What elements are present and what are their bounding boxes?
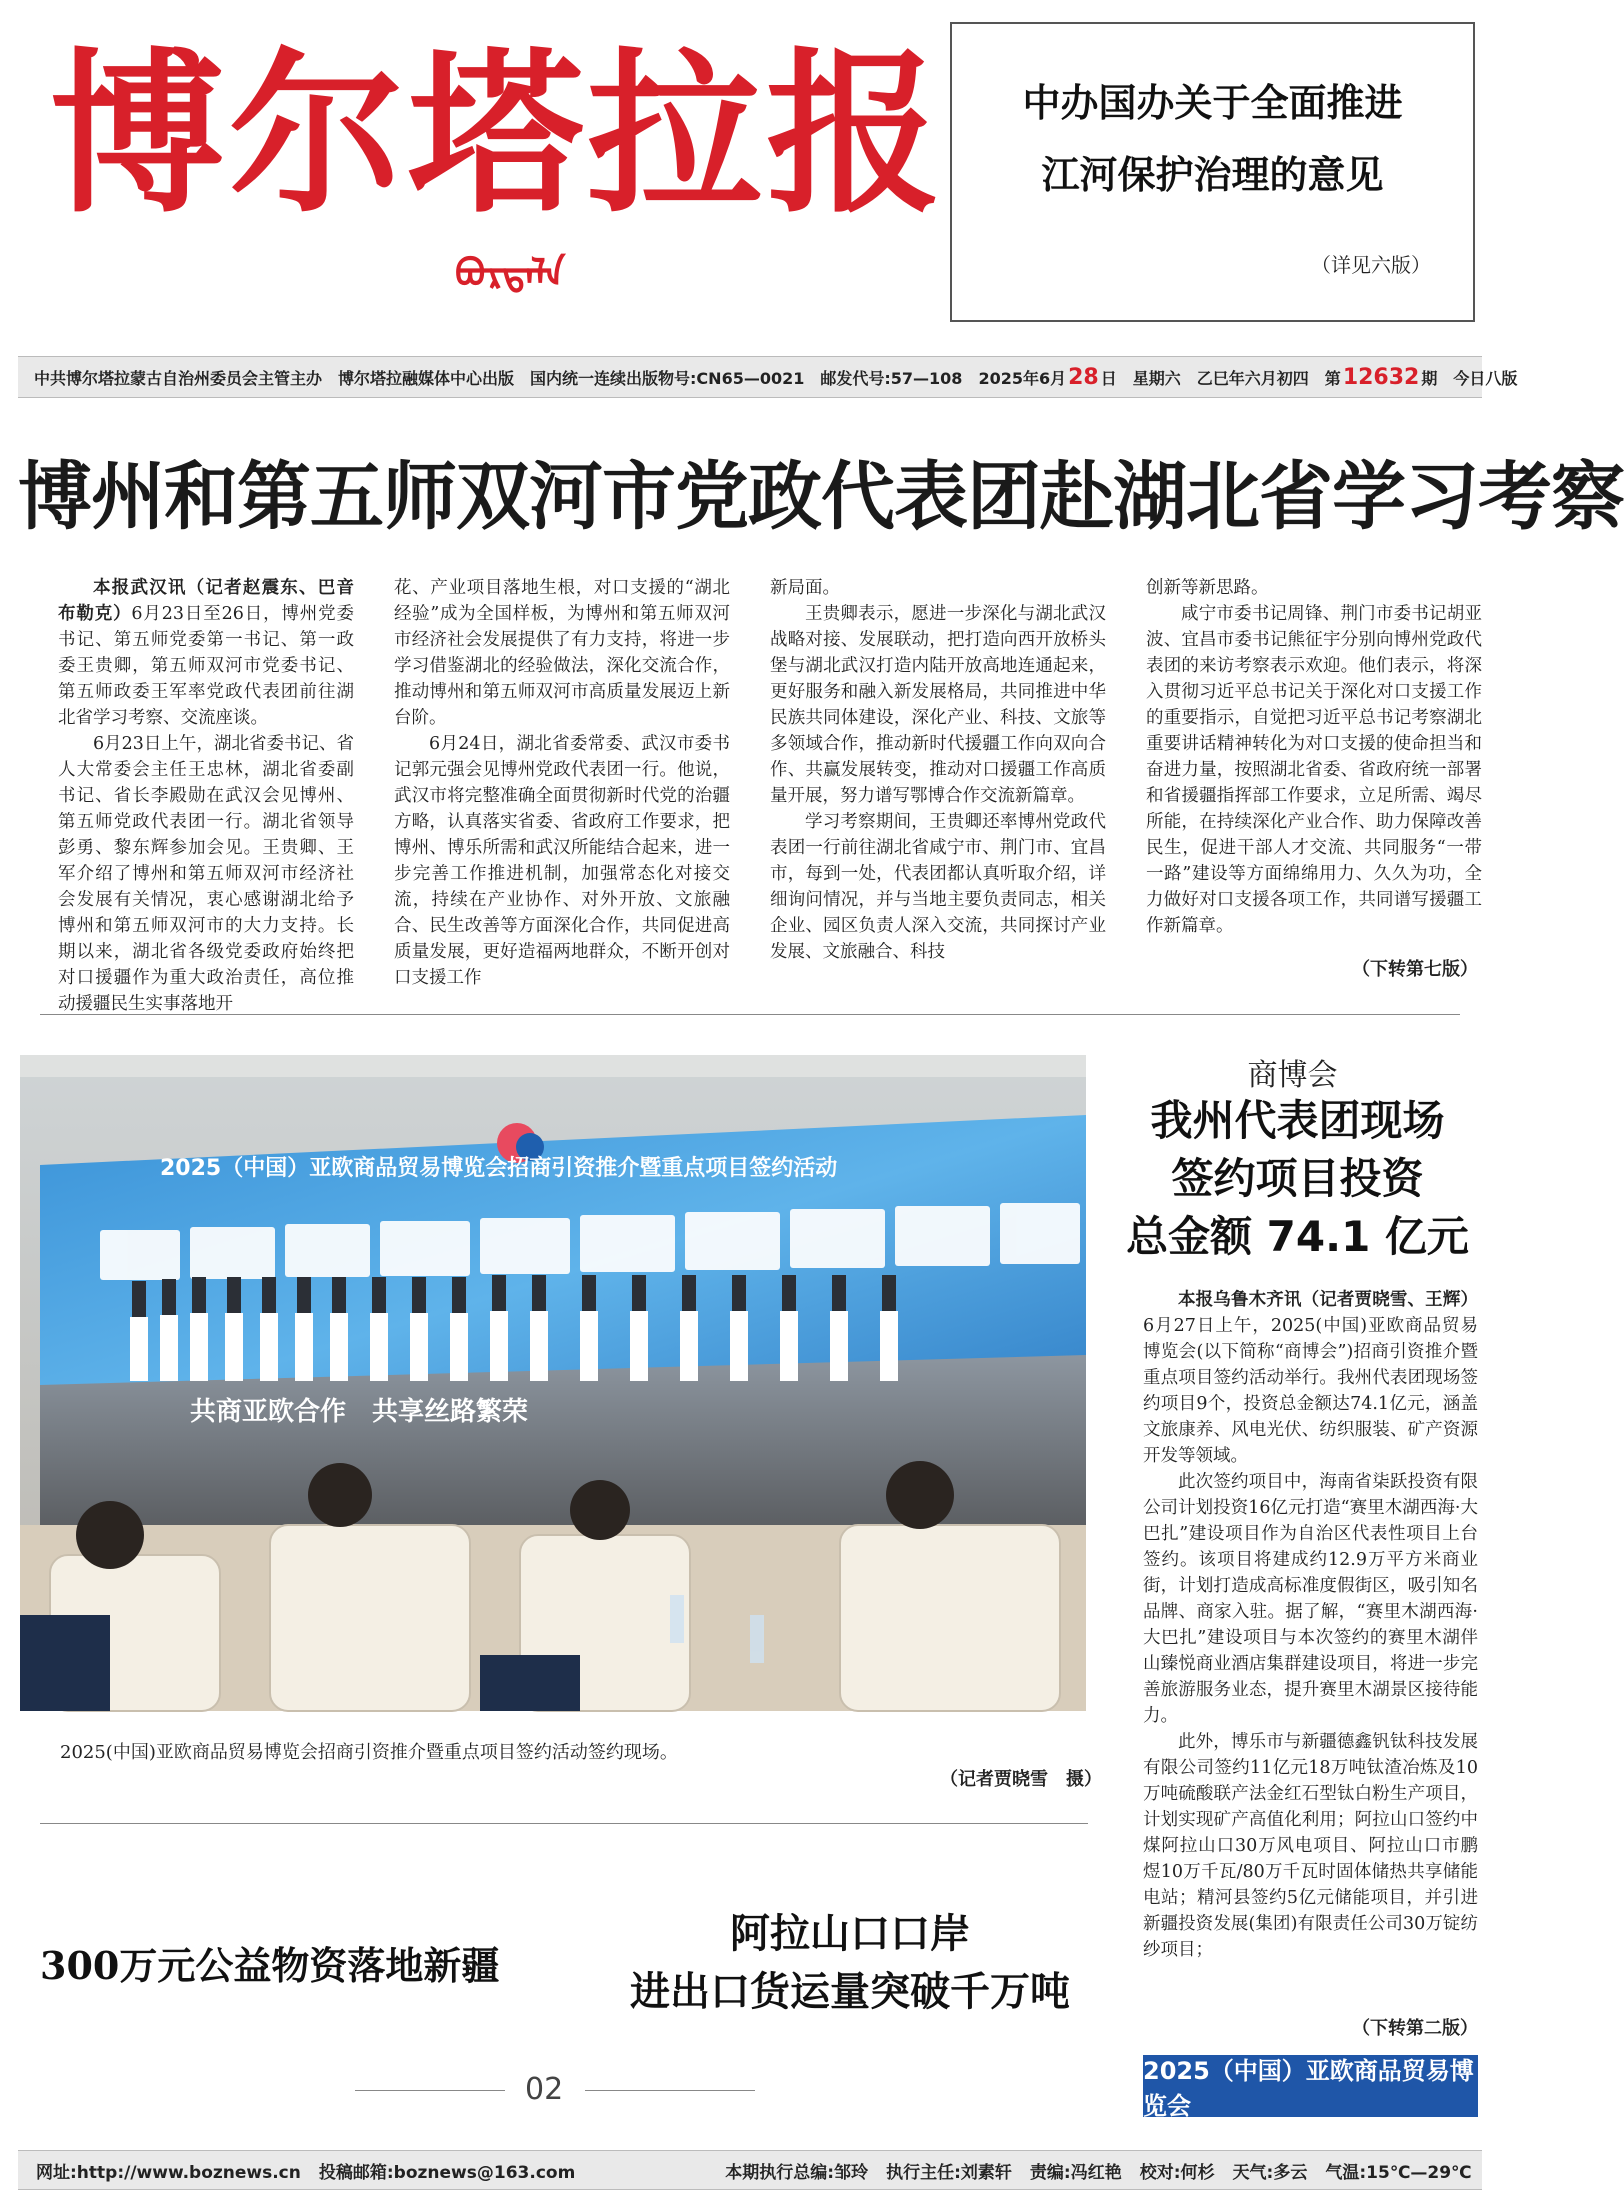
expo-banner[interactable]: 2025（中国）亚欧商品贸易博览会 [1143,2055,1478,2117]
info-weekday: 星期六 [1132,368,1181,388]
photo-stage-slogan: 共商亚欧合作 共享丝路繁荣 [190,1397,529,1427]
event-photo-illustration [20,1055,1086,1711]
masthead-mongolian-script: ᠪᠣᠷᠲᠠᠯᠠ [455,250,566,295]
teaser-headline-alashankou[interactable] [600,1905,1100,2021]
lead-paragraph: 新局面。 [770,578,840,598]
page-number-rule-right [585,2090,755,2091]
side-headline-line3: 总金额 74.1 亿元 [1126,1212,1469,1261]
lead-paragraph [58,575,354,731]
footer-proofreader: 校对:何杉 [1139,2162,1215,2183]
page-number: 02 [525,2072,564,2107]
info-postal-code: 邮发代号:57—108 [820,368,963,388]
info-date-prefix: 2025年6月 [978,368,1067,388]
lead-paragraph: 6月24日，湖北省委常委、武汉市委书记郭元强会见博州党政代表团一行。他说，武汉市将完整准确全面贯彻新时代党的治疆方略，认真落实省委、省政府工作要求，把博州、博乐所需和武汉所能结合起来，进一步完善工作推进机制，加强常态化对接交流，持续在产业协作、对外开放、文旅融合、民生改善等方面深化合作，共同促进高质量发展，更好造福两地群众，不断开创对口支援工作 [394,734,730,988]
photo-caption: 2025(中国)亚欧商品贸易博览会招商引资推介暨重点项目签约活动签约现场。 [60,1742,678,1763]
footer-weather: 天气:多云 [1232,2162,1308,2183]
lead-paragraph: 6月23日上午，湖北省委书记、省人大常委会主任王忠林，湖北省委副书记、省长李殿勋在武汉会见博州、第五师党政代表团一行。湖北省领导彭勇、黎东辉参加会见。王贵卿、王军介绍了博州和第五师双河市经济社会发展有关情况，衷心感谢湖北给予博州和第五师双河市的大力支持。长期以来，湖北省各级党委政府始终把对口援疆作为重大政治责任，高位推动援疆民生实事落地开 [58,734,354,1014]
teaser-headline-charity[interactable]: 300万元公益物资落地新疆 [40,1943,500,1988]
info-issue [1325,365,1438,390]
info-cn-number: 国内统一连续出版物号:CN65—0021 [530,368,805,388]
side-headline-line2: 签约项目投资 [1171,1154,1424,1203]
info-sponsor: 中共博尔塔拉蒙古自治州委员会主管主办 [34,368,323,388]
lead-text: 6月23日至26日，博州党委书记、第五师党委第一书记、第一政委王贵卿，第五师双河市党委书记、第五师政委王军率党政代表团前往湖北省学习考察、交流座谈。 [58,604,354,728]
side-story-headline[interactable] [1125,1092,1470,1266]
side-continued-note[interactable]: （下转第二版） [1352,2018,1478,2039]
section-divider [40,1823,1088,1824]
promo-box[interactable] [950,22,1475,322]
page-number-rule-left [355,2090,505,2091]
footer-temperature: 气温:15℃—29℃ [1325,2162,1472,2183]
teaser-headline-line1: 阿拉山口口岸 [730,1910,970,1957]
info-date-suffix: 日 [1100,368,1117,388]
info-date [978,365,1116,390]
info-issue-number: 12632 [1342,364,1420,390]
lead-paragraph: 学习考察期间，王贵卿还率博州党政代表团一行前往湖北省咸宁市、荆门市、宜昌市，每到一处，代表团都认真听取介绍，详细询问情况，并与当地主要负责同志，相关企业、园区负责人深入交流，共同探讨产业发展、文旅融合、科技 [770,812,1106,962]
side-paragraph [1143,1287,1478,1469]
footer-email[interactable]: 投稿邮箱:boznews@163.com [318,2162,576,2183]
promo-headline-line1: 中办国办关于全面推进 [1022,80,1403,125]
info-lunar-date: 乙巳年六月初四 [1196,368,1309,388]
side-text: 6月27日上午，2025(中国)亚欧商品贸易博览会(以下简称“商博会”)招商引资推介暨重点项目签约活动举行。我州代表团现场签约项目9个，投资总金额达74.1亿元，涵盖文旅康养、风电光伏、纺织服装、矿产资源开发等领域。 [1143,1316,1478,1466]
teaser-headline-line2: 进出口货运量突破千万吨 [630,1968,1070,2015]
photo-stage-title: 2025（中国）亚欧商品贸易博览会招商引资推介暨重点项目签约活动 [160,1156,838,1181]
footer-director: 执行主任:刘素轩 [886,2162,1012,2183]
lead-column-1 [58,575,354,1017]
footer-editor: 责编:冯红艳 [1029,2162,1122,2183]
section-divider [40,1014,1460,1015]
lead-paragraph: 创新等新思路。 [1146,578,1269,598]
promo-page-note: （详见六版） [1311,253,1431,277]
publication-info-bar [18,356,1518,398]
info-issue-prefix: 第 [1324,368,1341,388]
side-story-body [1143,1287,1478,1963]
side-headline-line1: 我州代表团现场 [1150,1096,1445,1145]
lead-column-2 [394,575,730,991]
lead-continued-note[interactable]: （下转第七版） [1352,959,1478,980]
lead-column-3 [770,575,1106,965]
side-paragraph: 此外，博乐市与新疆德鑫钒钛科技发展有限公司签约11亿元18万吨钛渣冶炼及10万吨硫酸联产法金红石型钛白粉生产项目，计划实现矿产高值化利用；阿拉山口签约中煤阿拉山口30万风电项目、阿拉山口市鹏煜10万千瓦/80万千瓦时固体储热共享储能电站；精河县签约5亿元储能项目，并引进新疆投资发展(集团)有限责任公司30万锭纺纱项目； [1143,1732,1478,1960]
side-paragraph: 此次签约项目中，海南省柒跃投资有限公司计划投资16亿元打造“赛里木湖西海·大巴扎”建设项目作为自治区代表性项目上台签约。该项目将建成约12.9万平方米商业街，计划打造成高标准度假街区，吸引知名品牌、商家入驻。据了解，“赛里木湖西海·大巴扎”建设项目与本次签约的赛里木湖伴山臻悦商业酒店集群建设项目，将进一步完善旅游服务业态，提升赛里木湖景区接待能力。 [1143,1472,1478,1726]
lead-headline[interactable]: 博州和第五师双河市党政代表团赴湖北省学习考察 [18,454,1624,540]
lead-paragraph: 咸宁市委书记周锋、荆门市委书记胡亚波、宜昌市委书记熊征宇分别向博州党政代表团的来访考察表示欢迎。他们表示，将深入贯彻习近平总书记关于深化对口支援工作的重要指示，自觉把习近平总书记考察湖北重要讲话精神转化为对口支援的使命担当和奋进力量，按照湖北省委、省政府统一部署和省援疆指挥部工作要求，立足所需、竭尽所能，在持续深化产业合作、助力保障改善民生，促进干部人才交流、共同服务“一带一路”建设等方面绵绵用力、久久为功，全力做好对口支援各项工作，共同谱写援疆工作新篇章。 [1146,604,1482,936]
footer-website[interactable]: 网址:http://www.boznews.cn [36,2162,301,2183]
side-dateline: 本报乌鲁木齐讯（记者贾晓雪、王辉） [1178,1290,1478,1310]
footer-chief-editor: 本期执行总编:邹玲 [725,2162,869,2183]
lead-paragraph: 花、产业项目落地生根，对口支援的“湖北经验”成为全国样板，为博州和第五师双河市经济社会发展提供了有力支持，将进一步学习借鉴湖北的经验做法，深化交流合作，推动博州和第五师双河市高质量发展迈上新台阶。 [394,578,730,728]
lead-paragraph: 王贵卿表示，愿进一步深化与湖北武汉战略对接、发展联动，把打造向西开放桥头堡与湖北武汉打造内陆开放高地连通起来，更好服务和融入新发展格局，共同推进中华民族共同体建设，深化产业、科技、文旅等多领域合作，推动新时代援疆工作向双向合作、共赢发展转变，推动对口援疆工作高质量开展，努力谱写鄂博合作交流新篇章。 [770,604,1106,806]
lead-dateline: 本报武汉讯（记者赵震东、巴音布勒克） [58,578,354,624]
photo-credit: （记者贾晓雪 摄） [940,1769,1102,1790]
side-story-label: 商博会 [1247,1058,1338,1093]
info-issue-suffix: 期 [1421,368,1438,388]
promo-headline-line2: 江河保护治理的意见 [1041,152,1384,197]
lead-column-4 [1146,575,1482,939]
footer-bar [18,2150,1482,2190]
info-publisher: 博尔塔拉融媒体中心出版 [338,368,515,388]
info-page-count: 今日八版 [1453,368,1518,388]
event-photo [20,1055,1086,1711]
info-date-day: 28 [1068,364,1099,390]
newspaper-masthead-title: 博尔塔拉报 [50,32,945,237]
